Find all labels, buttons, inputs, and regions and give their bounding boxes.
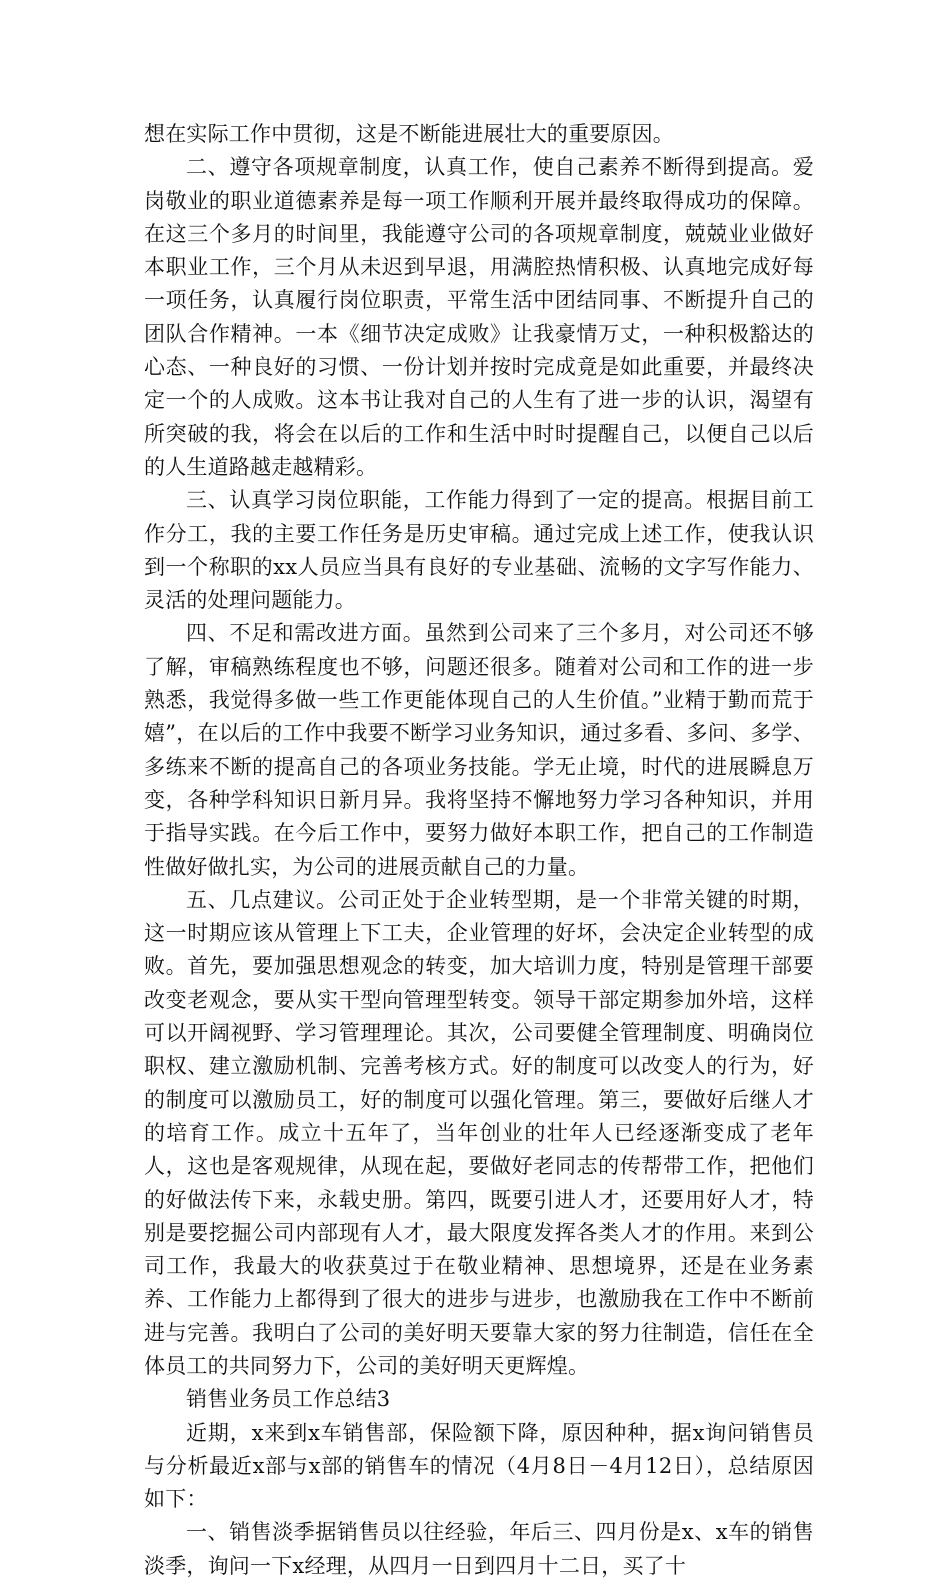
paragraph-section-three: 三、认真学习岗位职能，工作能力得到了一定的提高。根据目前工作分工，我的主要工作任务是历史审稿。通过完成上述工作，使我认识到一个称职的xx人员应当具有良好的专业基础、流畅的文字写作能力、灵活的处理问题能力。: [144, 488, 814, 613]
paragraph-intro: 近期，x来到x车销售部，保险额下降，原因种种，据x询问销售员与分析最近x部与x部的销售车的情况（4月8日－4月12日），总结原因如下：: [144, 1420, 814, 1512]
paragraph-point-one: 一、销售淡季据销售员以往经验，年后三、四月份是x、x车的销售淡季，询问一下x经理，从四月一日到四月十二日，买了十: [144, 1520, 814, 1578]
document-body: [144, 118, 814, 1583]
paragraph-section-four: 四、不足和需改进方面。虽然到公司来了三个多月，对公司还不够了解，审稿熟练程度也不够，问题还很多。随着对公司和工作的进一步熟悉，我觉得多做一些工作更能体现自己的人生价值。”业精于勤而荒于嬉”，在以后的工作中我要不断学习业务知识，通过多看、多问、多学、多练来不断的提高自己的各项业务技能。学无止境，时代的进展瞬息万变，各种学科知识日新月异。我将坚持不懈地努力学习各种知识，并用于指导实践。在今后工作中，要努力做好本职工作，把自己的工作制造性做好做扎实，为公司的进展贡献自己的力量。: [144, 621, 814, 879]
paragraph-section-five: 五、几点建议。公司正处于企业转型期，是一个非常关键的时期，这一时期应该从管理上下工夫，企业管理的好坏，会决定企业转型的成败。首先，要加强思想观念的转变，加大培训力度，特别是管理干部要改变老观念，要从实干型向管理型转变。领导干部定期参加外培，这样可以开阔视野、学习管理理论。其次，公司要健全管理制度、明确岗位职权、建立激励机制、完善考核方式。好的制度可以改变人的行为，好的制度可以激励员工，好的制度可以强化管理。第三，要做好后继人才的培育工作。成立十五年了，当年创业的壮年人已经逐渐变成了老年人，这也是客观规律，从现在起，要做好老同志的传帮带工作，把他们的好做法传下来，永载史册。第四，既要引进人才，还要用好人才，特别是要挖掘公司内部现有人才，最大限度发挥各类人才的作用。来到公司工作，我最大的收获莫过于在敬业精神、思想境界，还是在业务素养、工作能力上都得到了很大的进步与进步，也激励我在工作中不断前进与完善。我明白了公司的美好明天要靠大家的努力往制造，信任在全体员工的共同努力下，公司的美好明天更辉煌。: [144, 887, 814, 1378]
paragraph-section-two: 二、遵守各项规章制度，认真工作，使自己素养不断得到提高。爱岗敬业的职业道德素养是每一项工作顺利开展并最终取得成功的保障。在这三个多月的时间里，我能遵守公司的各项规章制度，兢兢业业做好本职业工作，三个月从未迟到早退，用满腔热情积极、认真地完成好每一项任务，认真履行岗位职责，平常生活中团结同事、不断提升自己的团队合作精神。一本《细节决定成败》让我豪情万丈，一种积极豁达的心态、一种良好的习惯、一份计划并按时完成竟是如此重要，并最终决定一个的人成败。这本书让我对自己的人生有了进一步的认识，渴望有所突破的我，将会在以后的工作和生活中时时提醒自己，以便自己以后的人生道路越走越精彩。: [144, 155, 814, 479]
section-heading: 销售业务员工作总结3: [186, 1387, 391, 1412]
paragraph-continuation: 想在实际工作中贯彻，这是不断能进展壮大的重要原因。: [144, 122, 674, 146]
